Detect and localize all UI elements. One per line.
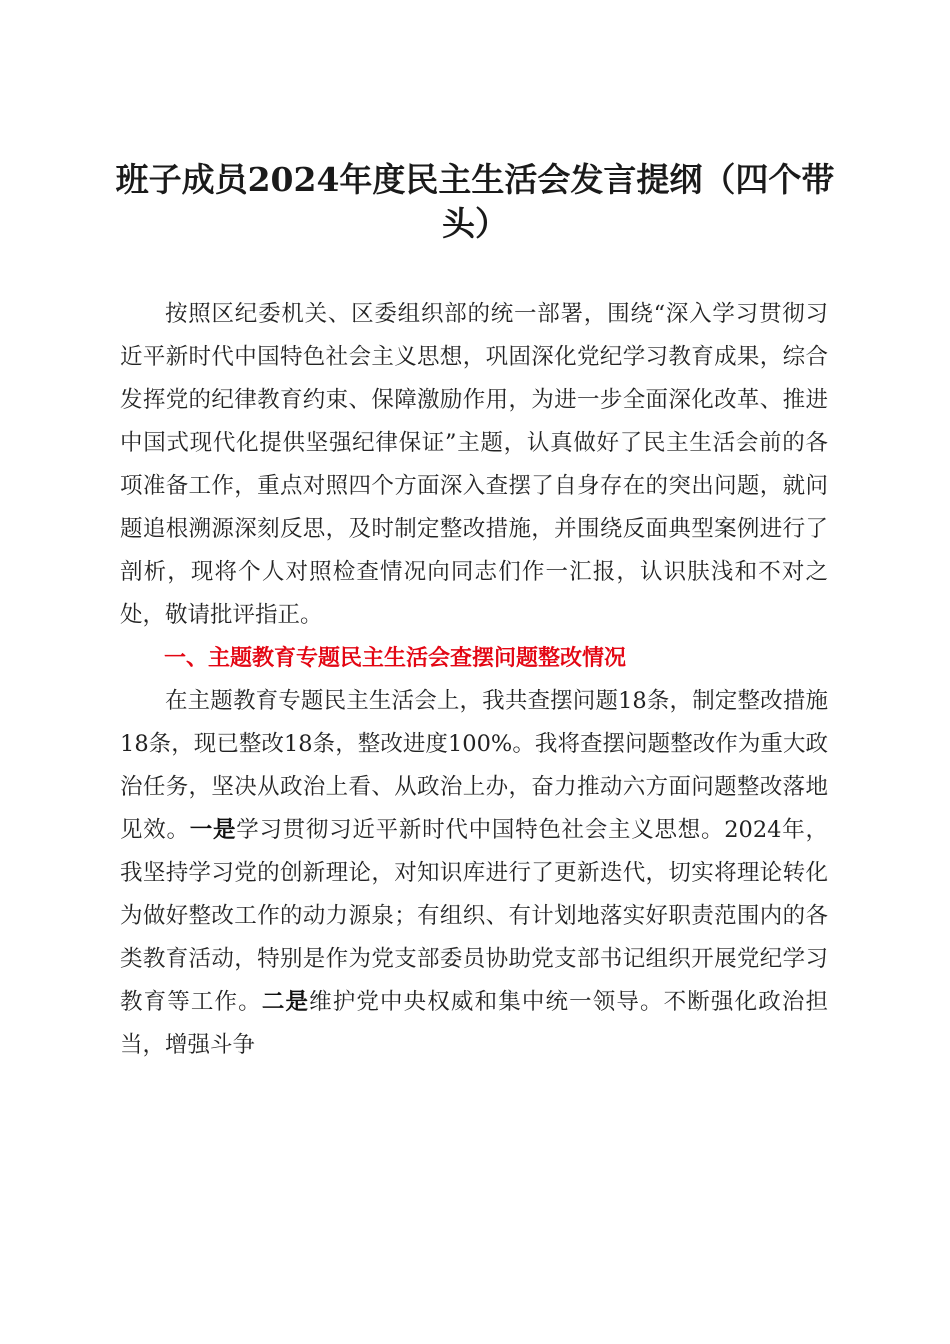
lead-marker-second: 二是 — [261, 989, 310, 1015]
intro-paragraph: 按照区纪委机关、区委组织部的统一部署，围绕“深入学习贯彻习近平新时代中国特色社会主义思想，巩固深化党纪学习教育成果，综合发挥党的纪律教育约束、保障激励作用，为进一步全面深化改革、推进中国式现代化提供坚强纪律保证”主题，认真做好了民主生活会前的各项准备工作，重点对照四个方面深入查摆了自身存在的突出问题，就问题追根溯源深刻反思，及时制定整改措施，并围绕反面典型案例进行了剖析，现将个人对照检查情况向同志们作一汇报，认识肤浅和不对之处，敬请批评指正。 — [120, 301, 828, 628]
lead-marker-first: 一是 — [189, 817, 237, 843]
document-body — [120, 293, 828, 1067]
section-heading: 一、主题教育专题民主生活会查摆问题整改情况 — [164, 646, 627, 671]
section-paragraph — [120, 680, 828, 1067]
section-text-a: 在主题教育专题民主生活会上，我共查摆问题18条，制定整改措施18条，现已整改18条，整改进度100%。我将查摆问题整改作为重大政治任务，坚决从政治上看、从政治上办，奋力推动六方面问题整改落地见效。 — [120, 688, 828, 843]
section-text-b: 学习贯彻习近平新时代中国特色社会主义思想。2024年，我坚持学习党的创新理论，对知识库进行了更新迭代，切实将理论转化为做好整改工作的动力源泉；有组织、有计划地落实好职责范围内的各类教育活动，特别是作为党支部委员协助党支部书记组织开展党纪学习教育等工作。 — [120, 817, 828, 1015]
document-title: 班子成员2024年度民主生活会发言提纲（四个带头） — [115, 160, 835, 243]
section-text-c: 维护党中央权威和集中统一领导。不断强化政治担当，增强斗争 — [120, 989, 828, 1058]
